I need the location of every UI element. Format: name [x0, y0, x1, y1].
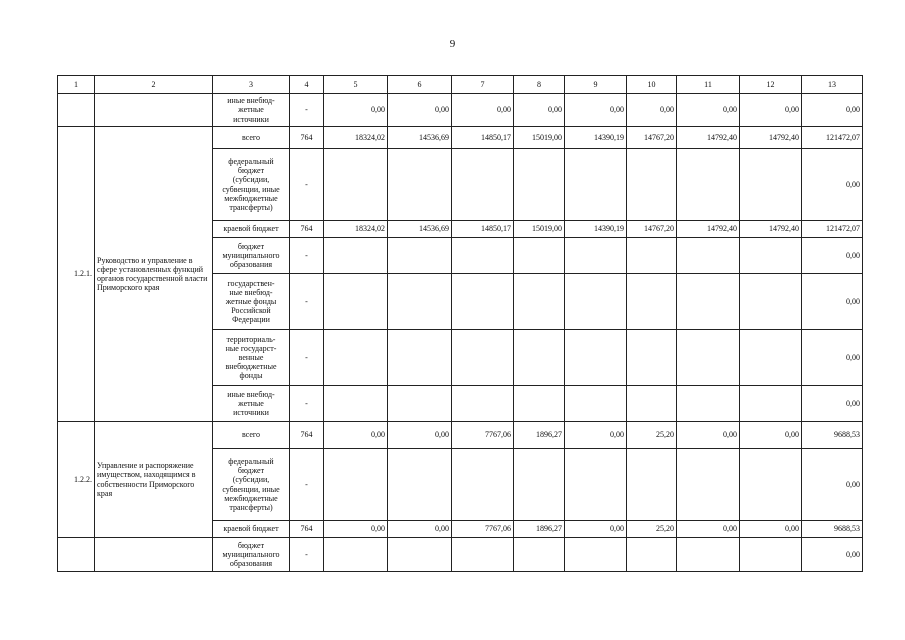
amount-cell: [324, 538, 388, 572]
amount-cell: [324, 149, 388, 221]
amount-cell: 7767,06: [452, 422, 514, 449]
amount-cell: 25,20: [627, 422, 677, 449]
amount-cell: 0,00: [802, 538, 863, 572]
column-header: 9: [565, 76, 627, 94]
amount-cell: 14536,69: [388, 127, 452, 149]
funding-source-line: федеральный: [228, 156, 274, 166]
amount-cell: [677, 274, 740, 330]
row-name: [95, 538, 213, 572]
amount-cell: [627, 386, 677, 422]
row-code: [58, 538, 95, 572]
responsible-code: -: [290, 238, 324, 274]
funding-source-line: образования: [229, 559, 273, 569]
funding-source: [213, 330, 290, 386]
amount-cell: [565, 149, 627, 221]
amount-cell: 0,00: [740, 94, 802, 127]
funding-source-line: бюджет: [237, 166, 265, 176]
row-name: Управление и распоряжение имуществом, находящимся в собственности Приморского края: [95, 422, 213, 538]
amount-cell: [452, 238, 514, 274]
column-header: 2: [95, 76, 213, 94]
amount-cell: 15019,00: [514, 127, 565, 149]
amount-cell: 121472,07: [802, 127, 863, 149]
amount-cell: [677, 538, 740, 572]
funding-source-line: муниципального: [222, 250, 280, 260]
amount-cell: 15019,00: [514, 221, 565, 238]
amount-cell: 0,00: [565, 422, 627, 449]
funding-source: [213, 149, 290, 221]
funding-source-line: бюджет: [237, 241, 265, 251]
amount-cell: 0,00: [802, 386, 863, 422]
responsible-code: -: [290, 538, 324, 572]
column-header: 10: [627, 76, 677, 94]
responsible-code: -: [290, 449, 324, 521]
amount-cell: [514, 449, 565, 521]
amount-cell: [565, 386, 627, 422]
amount-cell: 14792,40: [740, 127, 802, 149]
amount-cell: [388, 274, 452, 330]
responsible-code: 764: [290, 221, 324, 238]
column-header: 5: [324, 76, 388, 94]
table-row: [58, 538, 863, 572]
amount-cell: [514, 149, 565, 221]
amount-cell: 14390,19: [565, 127, 627, 149]
funding-source-line: источники: [233, 408, 269, 418]
funding-source-line: внебюджетные: [225, 362, 277, 372]
responsible-code: -: [290, 386, 324, 422]
responsible-code: 764: [290, 422, 324, 449]
amount-cell: [677, 238, 740, 274]
funding-source-line: жетные фонды: [225, 296, 277, 306]
column-header: 12: [740, 76, 802, 94]
amount-cell: [740, 449, 802, 521]
amount-cell: 0,00: [677, 521, 740, 538]
row-name: Руководство и управление в сфере установленных функций органов государственной власти Приморского края: [95, 127, 213, 422]
funding-source-line: жетные: [238, 105, 264, 115]
responsible-code: -: [290, 94, 324, 127]
funding-source-line: межбюджетные: [224, 493, 278, 503]
amount-cell: [627, 149, 677, 221]
amount-cell: [740, 538, 802, 572]
amount-cell: 0,00: [388, 521, 452, 538]
responsible-code: -: [290, 274, 324, 330]
row-code: [58, 94, 95, 127]
amount-cell: 1896,27: [514, 422, 565, 449]
amount-cell: 0,00: [740, 422, 802, 449]
funding-source-line: всего: [241, 132, 260, 142]
amount-cell: [565, 449, 627, 521]
funding-source: [213, 521, 290, 538]
amount-cell: 1896,27: [514, 521, 565, 538]
responsible-code: 764: [290, 127, 324, 149]
page-number: 9: [449, 38, 456, 50]
funding-source-line: федеральный: [228, 456, 274, 466]
amount-cell: [514, 274, 565, 330]
funding-source-line: иные внебюд-: [227, 389, 275, 399]
amount-cell: 14390,19: [565, 221, 627, 238]
funding-source: [213, 538, 290, 572]
amount-cell: [388, 538, 452, 572]
amount-cell: [627, 538, 677, 572]
amount-cell: 18324,02: [324, 127, 388, 149]
amount-cell: [514, 538, 565, 572]
funding-source-line: (субсидии,: [232, 475, 270, 485]
column-header: 7: [452, 76, 514, 94]
amount-cell: 9688,53: [802, 521, 863, 538]
amount-cell: [388, 238, 452, 274]
funding-source-line: государствен-: [227, 278, 275, 288]
amount-cell: [740, 149, 802, 221]
amount-cell: [388, 149, 452, 221]
amount-cell: [740, 238, 802, 274]
funding-source: [213, 238, 290, 274]
amount-cell: [565, 274, 627, 330]
amount-cell: 14792,40: [677, 127, 740, 149]
funding-source-line: бюджет: [237, 466, 265, 476]
amount-cell: 9688,53: [802, 422, 863, 449]
amount-cell: 0,00: [802, 94, 863, 127]
table-row: [58, 422, 863, 449]
amount-cell: 121472,07: [802, 221, 863, 238]
amount-cell: 7767,06: [452, 521, 514, 538]
funding-source-line: субвенции, иные: [222, 184, 280, 194]
funding-source-line: жетные: [238, 398, 264, 408]
amount-cell: [740, 386, 802, 422]
funding-source: [213, 449, 290, 521]
responsible-code: -: [290, 149, 324, 221]
amount-cell: [388, 449, 452, 521]
funding-source-line: межбюджетные: [224, 193, 278, 203]
funding-source-line: (субсидии,: [232, 175, 270, 185]
amount-cell: 0,00: [802, 330, 863, 386]
amount-cell: 14792,40: [677, 221, 740, 238]
amount-cell: 0,00: [565, 94, 627, 127]
amount-cell: 14767,20: [627, 221, 677, 238]
funding-source: [213, 274, 290, 330]
amount-cell: [740, 330, 802, 386]
funding-source-line: Российской: [231, 306, 271, 316]
amount-cell: 0,00: [565, 521, 627, 538]
funding-source-line: Федерации: [232, 315, 270, 325]
funding-source-line: всего: [241, 430, 260, 440]
column-header: 11: [677, 76, 740, 94]
amount-cell: [324, 274, 388, 330]
funding-source: [213, 422, 290, 449]
funding-source-line: территориаль-: [226, 334, 276, 344]
funding-source: [213, 221, 290, 238]
funding-source-line: фонды: [239, 371, 263, 381]
amount-cell: [452, 538, 514, 572]
amount-cell: 0,00: [627, 94, 677, 127]
amount-cell: [324, 386, 388, 422]
amount-cell: [514, 386, 565, 422]
column-header: 8: [514, 76, 565, 94]
amount-cell: 0,00: [802, 449, 863, 521]
amount-cell: [514, 238, 565, 274]
amount-cell: 0,00: [802, 274, 863, 330]
funding-source-line: трансферты): [229, 202, 273, 212]
amount-cell: [565, 330, 627, 386]
column-header: 1: [58, 76, 95, 94]
amount-cell: 0,00: [388, 94, 452, 127]
column-header: 3: [213, 76, 290, 94]
amount-cell: [324, 330, 388, 386]
funding-source-line: краевой бюджет: [223, 524, 279, 534]
row-code: 1.2.2.: [58, 422, 95, 538]
table-row: [58, 94, 863, 127]
amount-cell: 18324,02: [324, 221, 388, 238]
amount-cell: [677, 449, 740, 521]
amount-cell: [324, 449, 388, 521]
amount-cell: [514, 330, 565, 386]
amount-cell: 25,20: [627, 521, 677, 538]
amount-cell: 0,00: [452, 94, 514, 127]
funding-source: [213, 127, 290, 149]
amount-cell: [627, 274, 677, 330]
row-name: [95, 94, 213, 127]
funding-source-line: трансферты): [229, 502, 273, 512]
amount-cell: [677, 386, 740, 422]
amount-cell: 14536,69: [388, 221, 452, 238]
table-row: [58, 127, 863, 149]
amount-cell: [452, 386, 514, 422]
funding-source-line: муниципального: [222, 549, 280, 559]
budget-table: [57, 75, 863, 572]
amount-cell: 14767,20: [627, 127, 677, 149]
amount-cell: 0,00: [802, 238, 863, 274]
amount-cell: 0,00: [324, 422, 388, 449]
responsible-code: 764: [290, 521, 324, 538]
amount-cell: [565, 238, 627, 274]
amount-cell: [627, 330, 677, 386]
amount-cell: 0,00: [740, 521, 802, 538]
column-header: 6: [388, 76, 452, 94]
amount-cell: [452, 330, 514, 386]
funding-source: [213, 94, 290, 127]
amount-cell: [677, 149, 740, 221]
column-header: 4: [290, 76, 324, 94]
row-code: 1.2.1.: [58, 127, 95, 422]
funding-source: [213, 386, 290, 422]
amount-cell: 14850,17: [452, 221, 514, 238]
amount-cell: 14850,17: [452, 127, 514, 149]
amount-cell: 0,00: [677, 422, 740, 449]
amount-cell: 0,00: [514, 94, 565, 127]
amount-cell: 0,00: [802, 149, 863, 221]
funding-source-line: субвенции, иные: [222, 484, 280, 494]
funding-source-line: источники: [233, 114, 269, 124]
amount-cell: [740, 274, 802, 330]
amount-cell: [452, 274, 514, 330]
amount-cell: [627, 238, 677, 274]
funding-source-line: бюджет: [237, 540, 265, 550]
funding-source-line: краевой бюджет: [223, 224, 279, 234]
table-body: [58, 94, 863, 572]
amount-cell: 0,00: [324, 521, 388, 538]
funding-source-line: венные: [238, 352, 264, 362]
amount-cell: [677, 330, 740, 386]
funding-source-line: иные внебюд-: [227, 96, 275, 106]
amount-cell: 0,00: [388, 422, 452, 449]
column-header: 13: [802, 76, 863, 94]
amount-cell: 14792,40: [740, 221, 802, 238]
funding-source-line: образования: [229, 260, 273, 270]
funding-source-line: ные государст-: [225, 343, 277, 353]
amount-cell: [388, 330, 452, 386]
amount-cell: 0,00: [677, 94, 740, 127]
amount-cell: 0,00: [324, 94, 388, 127]
responsible-code: -: [290, 330, 324, 386]
funding-source-line: ные внебюд-: [229, 287, 273, 297]
amount-cell: [565, 538, 627, 572]
amount-cell: [452, 449, 514, 521]
header-row: [58, 76, 863, 94]
amount-cell: [388, 386, 452, 422]
amount-cell: [627, 449, 677, 521]
amount-cell: [324, 238, 388, 274]
amount-cell: [452, 149, 514, 221]
